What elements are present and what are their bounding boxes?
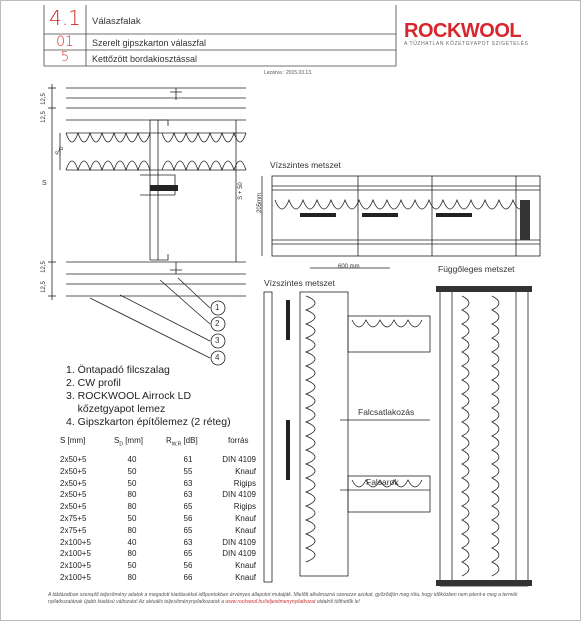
table-cell: 55 xyxy=(183,466,193,476)
legend-item-2: 2. CW profil xyxy=(66,377,121,389)
table-cell: 2x50+5 xyxy=(60,478,87,488)
table-cell: Knauf xyxy=(235,466,256,476)
table-cell: 65 xyxy=(183,549,193,559)
table-cell: 66 xyxy=(183,573,193,582)
table-cell: Rigips xyxy=(233,502,256,512)
table-cell: 80 xyxy=(127,525,137,535)
table-cell: Rigips xyxy=(233,478,256,488)
table-cell: 40 xyxy=(127,455,137,464)
callout-1: 1 xyxy=(215,303,220,312)
callout-3: 3 xyxy=(215,336,220,345)
table-cell: 65 xyxy=(183,502,193,512)
table-cell: 50 xyxy=(127,514,137,523)
table-cell: 63 xyxy=(183,537,193,547)
legend-item-3-cont: kőzetgyapot lemez xyxy=(66,403,166,415)
table-cell: 40 xyxy=(127,537,137,547)
table-cell: Knauf xyxy=(235,561,256,571)
footer-link[interactable]: www.rockwool.hu/teljesitmenynyilatkozat xyxy=(225,598,316,605)
section-number: 4.1 xyxy=(49,6,81,30)
dim-12-5-bottom-b: 12,5 xyxy=(40,281,47,293)
col-header-s: S [mm] xyxy=(60,436,86,445)
table-cell: 2x75+5 xyxy=(60,525,87,535)
callout-2: 2 xyxy=(215,319,220,328)
footer-note: A táblázatban szereplő teljesítmény adatok a megadott kiadásukkal időpontokban érvényes állapotot mutatják. Mielőtt alkalmazná szerezze azokat, győződjön meg róla, hogy időközben nem jelent-e meg a termék nyilatkozatának újabb kiadású változata! Az aktuális teljesítménynyilatkozatok a www.rockwool.hu/teljesitmenynyilatkozat oldalról tölthetők le! xyxy=(48,592,518,605)
bottom-left-title: Vízszintes metszet xyxy=(264,278,335,288)
table-cell: DIN 4109 xyxy=(222,549,256,559)
table-cell: 80 xyxy=(127,490,137,500)
variant-title: Kettőzött bordakiosztással xyxy=(92,54,198,64)
col-header-rw: $R_{W,R}$ [dB] xyxy=(166,436,198,448)
dim-205mm: 205mm xyxy=(257,192,264,214)
variant-number: 5 xyxy=(60,50,70,65)
table-cell: Knauf xyxy=(235,573,256,582)
legend-item-4: 4. Gipszkarton építőlemez (2 réteg) xyxy=(66,416,231,428)
legend-item-1: 1. Öntapadó filcszalag xyxy=(66,364,170,376)
table-cell: 80 xyxy=(127,502,137,512)
subsection-title: Szerelt gipszkarton válaszfal xyxy=(92,38,207,48)
table-cell: 2x50+5 xyxy=(60,466,87,476)
table-cell: 80 xyxy=(127,549,137,559)
top-right-title: Vízszintes metszet xyxy=(270,160,341,170)
dim-s50-label: S + 50 xyxy=(237,182,244,200)
section-title: Válaszfalak xyxy=(92,16,141,27)
dim-12-5-bottom-a: 12,5 xyxy=(40,261,47,273)
table-cell: 2x50+5 xyxy=(60,502,87,512)
logo-tagline: A TŰZHATLAN KŐZETGYAPOT SZIGETELÉS xyxy=(404,41,529,47)
dim-12-5-top-b: 12,5 xyxy=(40,111,47,123)
table-cell: 50 xyxy=(127,478,137,488)
dim-12-5-top-a: 12,5 xyxy=(40,93,47,105)
dim-sd-label: $S_D$ xyxy=(55,146,65,155)
table-cell: 2x100+5 xyxy=(60,561,91,571)
table-cell: Knauf xyxy=(235,514,256,523)
col-header-source: forrás xyxy=(228,436,249,445)
col-header-sd: $S_D$ [mm] xyxy=(114,436,143,448)
table-cell: 63 xyxy=(183,490,193,500)
table-cell: 2x100+5 xyxy=(60,549,91,559)
table-cell: 50 xyxy=(127,466,137,476)
table-cell: Knauf xyxy=(235,525,256,535)
table-cell: 80 xyxy=(127,573,137,582)
bottom-right-title: Függőleges metszet xyxy=(438,264,515,274)
table-cell: 56 xyxy=(183,561,193,571)
legend-item-3: 3. ROCKWOOL Airrock LD xyxy=(66,390,192,402)
date-label: Lezárva : 2015.03.13. xyxy=(264,70,313,76)
dim-s-label: S xyxy=(42,180,47,187)
table-cell: 50 xyxy=(127,561,137,571)
table-cell: DIN 4109 xyxy=(222,537,256,547)
rockwool-logo: ROCKWOOL xyxy=(404,20,522,42)
table-cell: 2x50+5 xyxy=(60,490,87,500)
table-cell: 2x100+5 xyxy=(60,573,91,582)
table-cell: DIN 4109 xyxy=(222,490,256,500)
table-cell: 65 xyxy=(183,525,193,535)
table-cell: 2x50+5 xyxy=(60,455,87,464)
table-cell: 56 xyxy=(183,514,193,523)
table-cell: 2x100+5 xyxy=(60,537,91,547)
table-cell: 61 xyxy=(183,455,193,464)
label-falcsatlakozas: Falcsatlakozás xyxy=(358,407,415,417)
table-cell: 63 xyxy=(183,478,193,488)
table-cell: DIN 4109 xyxy=(222,455,256,464)
label-falsarok: Falsarok xyxy=(366,477,399,487)
table-cell: 2x75+5 xyxy=(60,514,87,523)
subsection-number: 01 xyxy=(56,34,74,50)
callout-4: 4 xyxy=(215,353,220,362)
dim-600mm: 600 mm xyxy=(338,264,360,270)
